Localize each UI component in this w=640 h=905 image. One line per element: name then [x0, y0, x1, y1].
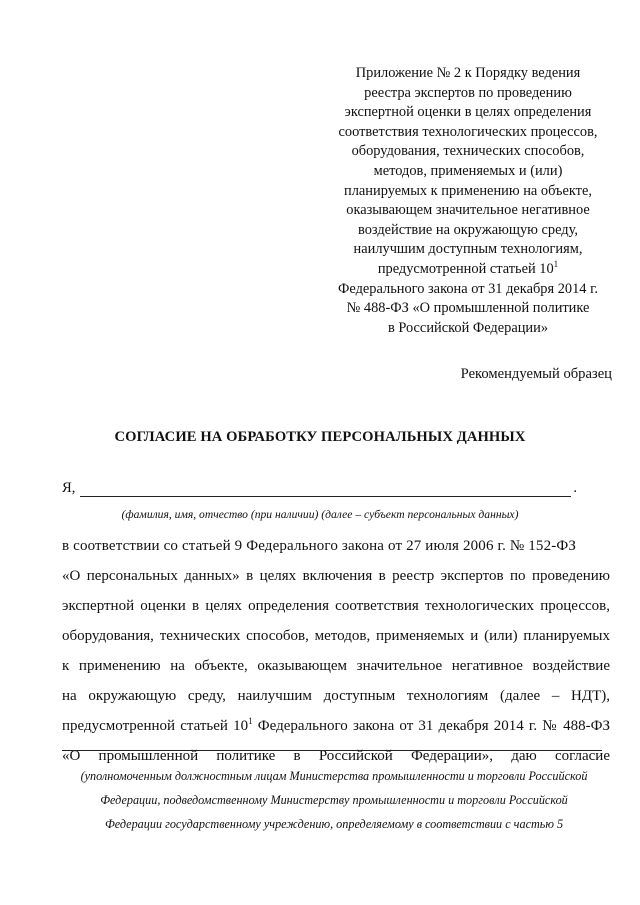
subject-name-row [62, 480, 577, 500]
appendix-line-article [318, 260, 618, 280]
subject-hint: (фамилия, имя, отчество (при наличии) (далее – субъект персональных данных) [121, 508, 519, 521]
document-title: СОГЛАСИЕ НА ОБРАБОТКУ ПЕРСОНАЛЬНЫХ ДАННЫХ [114, 429, 526, 445]
appendix-header [318, 64, 618, 338]
body-line: на окружающую среду, наилучшим доступным технологиям (далее – НДТ), [62, 688, 610, 704]
article-text: предусмотренной статьей 10 [377, 260, 554, 277]
authority-hint-line: Федерации, подведомственному Министерству промышленности и торговли Российской [100, 793, 568, 807]
appendix-line: в Российской Федерации» [387, 319, 549, 336]
appendix-line: планируемых к применению на объекте, [344, 182, 592, 199]
appendix-line: соответствия технологических процессов, [338, 123, 598, 140]
appendix-line: Приложение № 2 к Порядку ведения [355, 65, 581, 81]
appendix-line: методов, применяемых и (или) [373, 162, 563, 179]
ya-end-dot: . [573, 480, 577, 496]
appendix-line: экспертной оценки в целях определения [344, 104, 592, 121]
authority-hint-line: Федерации государственному учреждению, определяемому в соответствии с частью 5 [104, 817, 564, 831]
authority-hint [60, 764, 608, 836]
authority-blank-line [62, 750, 602, 751]
body-article-text: предусмотренной статьей 10 [62, 718, 249, 734]
body-line: «О персональных данных» в целях включения в реестр экспертов по проведению [62, 568, 610, 584]
recommended-sample-label: Рекомендуемый образец [460, 366, 612, 382]
body-line: «О промышленной политике в Российской Федерации», даю согласие [62, 748, 610, 764]
body-line: экспертной оценки в целях определения соответствия технологических процессов, [62, 598, 610, 614]
appendix-line: воздействие на окружающую среду, [358, 221, 578, 238]
body-line: в соответствии со статьей 9 Федерального закона от 27 июля 2006 г. № 152-ФЗ [62, 538, 577, 554]
body-line-article [62, 711, 610, 741]
appendix-line: реестра экспертов по проведению [364, 84, 572, 101]
appendix-line: наилучшим доступным технологиям, [353, 241, 583, 258]
appendix-line: № 488-ФЗ «О промышленной политике [346, 300, 590, 317]
body-line: оборудования, технических способов, методов, применяемых и (или) планируемых [62, 628, 610, 644]
body-article-rest: Федерального закона от 31 декабря 2014 г. № 488-ФЗ [252, 718, 610, 734]
article-superscript: 1 [553, 258, 559, 269]
ya-label: Я, [62, 480, 76, 496]
consent-body [62, 531, 610, 771]
subject-name-blank-line [80, 496, 571, 497]
appendix-line: оборудования, технических способов, [351, 143, 585, 160]
appendix-line: оказывающем значительное негативное [346, 202, 590, 219]
body-article-superscript: 1 [248, 716, 253, 726]
body-line: к применению на объекте, оказывающем значительное негативное воздействие [62, 658, 610, 674]
appendix-line: Федерального закона от 31 декабря 2014 г. [338, 280, 598, 297]
authority-hint-line: (уполномоченным должностным лицам Министерства промышленности и торговли Российской [80, 769, 588, 783]
